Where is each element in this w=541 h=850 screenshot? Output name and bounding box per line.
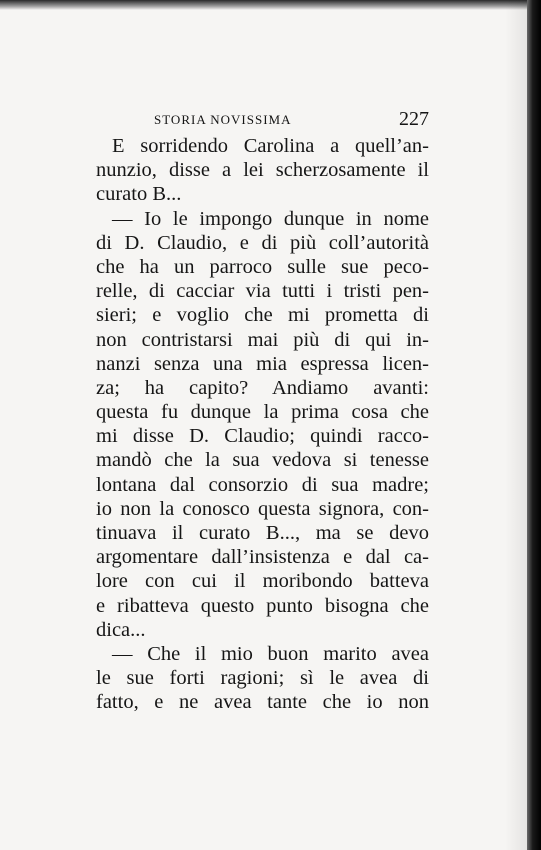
text-line: relle, di cacciar via tutti i tristi pen- [96,280,429,303]
running-title: STORIA NOVISSIMA [154,112,292,127]
page-number: 227 [399,108,429,130]
text-line: dica... [96,618,146,641]
text-line: — Che il mio buon marito avea [112,642,429,665]
text-line: curato B... [96,183,182,206]
text-line: sieri; e voglio che mi prometta di [96,304,429,327]
text-line: argomentare dall’insistenza e dal ca- [96,546,429,569]
page-gutter-shadow [505,0,527,850]
running-head [96,108,431,132]
text-line: nunzio, disse a lei scherzosamente il [96,159,429,182]
text-line: lore con cui il moribondo batteva [96,570,429,593]
text-line: nanzi senza una mia espressa licen- [96,352,429,375]
text-line: io non la conosco questa signora, con- [96,497,429,520]
text-line: fatto, e ne avea tante che io non [96,691,429,714]
text-line: le sue forti ragioni; sì le avea di [96,667,429,690]
text-line: lontana dal consorzio di sua madre; [96,473,429,496]
text-line: che ha un parroco sulle sue peco- [96,255,429,278]
body-text [96,134,429,715]
text-line: di D. Claudio, e di più coll’autorità [96,231,429,254]
text-line: — Io le impongo dunque in nome [112,207,429,230]
text-line: e ribatteva questo punto bisogna che [96,594,429,617]
text-line: mi disse D. Claudio; quindi racco- [96,425,429,448]
text-line: non contristarsi mai più di qui in- [96,328,429,351]
text-line: za; ha capito? Andiamo avanti: [96,376,429,399]
text-line: E sorridendo Carolina a quell’an- [112,135,429,157]
scan-right-edge [527,0,541,850]
text-line: mandò che la sua vedova si tenesse [96,449,429,472]
text-line: tinuava il curato B..., ma se devo [96,522,429,544]
scan-top-edge [0,0,541,10]
text-line: questa fu dunque la prima cosa che [96,401,429,424]
